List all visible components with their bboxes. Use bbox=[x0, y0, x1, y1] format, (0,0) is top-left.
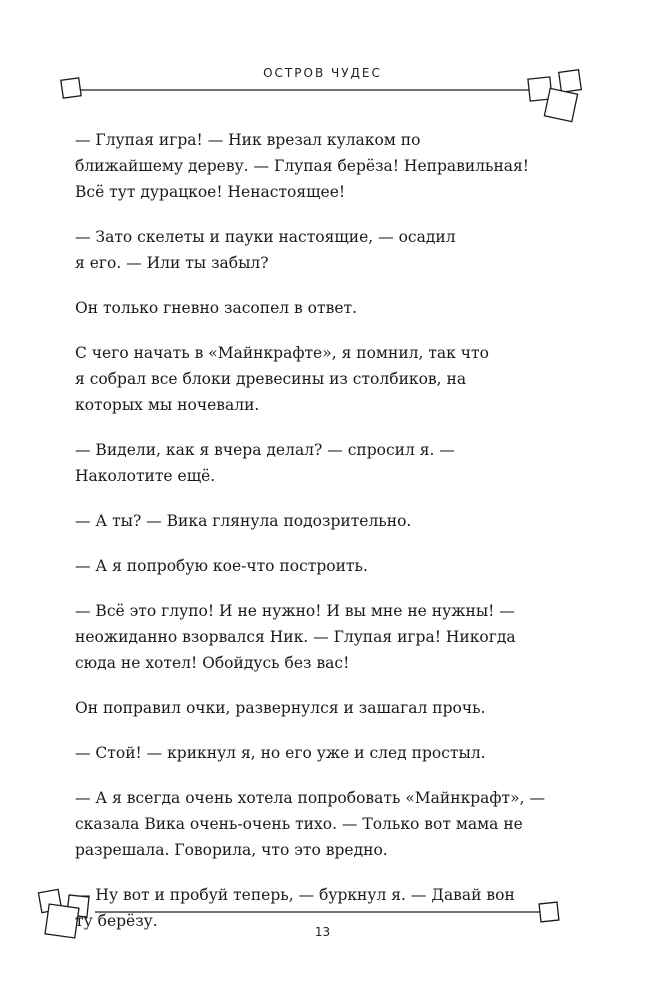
text-line: разрешала. Говорила, что это вредно. bbox=[75, 841, 388, 859]
paragraph bbox=[75, 437, 585, 489]
text-line: Наколотите ещё. bbox=[75, 467, 216, 485]
text-line: — Всё это глупо! И не нужно! И вы мне не нужны! — bbox=[75, 602, 515, 620]
text-line: которых мы ночевали. bbox=[75, 396, 260, 414]
paragraph bbox=[75, 785, 585, 863]
paragraph bbox=[75, 508, 585, 534]
header-left-square bbox=[61, 78, 81, 98]
text-line: Всё тут дурацкое! Ненастоящее! bbox=[75, 183, 346, 201]
text-line: я его. — Или ты забыл? bbox=[75, 254, 269, 272]
paragraph bbox=[75, 598, 585, 676]
text-line: сказала Вика очень-очень тихо. — Только вот мама не bbox=[75, 815, 523, 833]
text-line: — А я попробую кое-что построить. bbox=[75, 557, 368, 575]
text-line: — Ну вот и пробуй теперь, — буркнул я. — Давай вон bbox=[75, 886, 515, 904]
paragraph bbox=[75, 295, 585, 321]
paragraph bbox=[75, 340, 585, 418]
text-line: ближайшему дереву. — Глупая берёза! Неправильная! bbox=[75, 157, 530, 175]
text-line: я собрал все блоки древесины из столбиков, на bbox=[75, 370, 467, 388]
text-line: — Видели, как я вчера делал? — спросил я. — bbox=[75, 441, 455, 459]
text-line: — Глупая игра! — Ник врезал кулаком по bbox=[75, 131, 421, 149]
paragraph bbox=[75, 553, 585, 579]
text-line: сюда не хотел! Обойдусь без вас! bbox=[75, 654, 350, 672]
body-text bbox=[75, 127, 585, 953]
text-line: — А ты? — Вика глянула подозрительно. bbox=[75, 512, 412, 530]
paragraph bbox=[75, 740, 585, 766]
page-number: 13 bbox=[314, 925, 331, 939]
paragraph bbox=[75, 127, 585, 205]
text-line: — Стой! — крикнул я, но его уже и след простыл. bbox=[75, 744, 486, 762]
text-line: неожиданно взорвался Ник. — Глупая игра! Никогда bbox=[75, 628, 516, 646]
text-line: Он поправил очки, развернулся и зашагал прочь. bbox=[75, 699, 486, 717]
paragraph bbox=[75, 695, 585, 721]
text-line: С чего начать в «Майнкрафте», я помнил, так что bbox=[75, 344, 489, 362]
text-line: — Зато скелеты и пауки настоящие, — осадил bbox=[75, 228, 456, 246]
text-line: ту берёзу. bbox=[75, 912, 158, 930]
paragraph bbox=[75, 224, 585, 276]
running-title: ОСТРОВ ЧУДЕС bbox=[263, 66, 382, 80]
text-line: — А я всегда очень хотела попробовать «Майнкрафт», — bbox=[75, 789, 545, 807]
header-right-square-large bbox=[544, 88, 577, 121]
text-line: Он только гневно засопел в ответ. bbox=[75, 299, 357, 317]
